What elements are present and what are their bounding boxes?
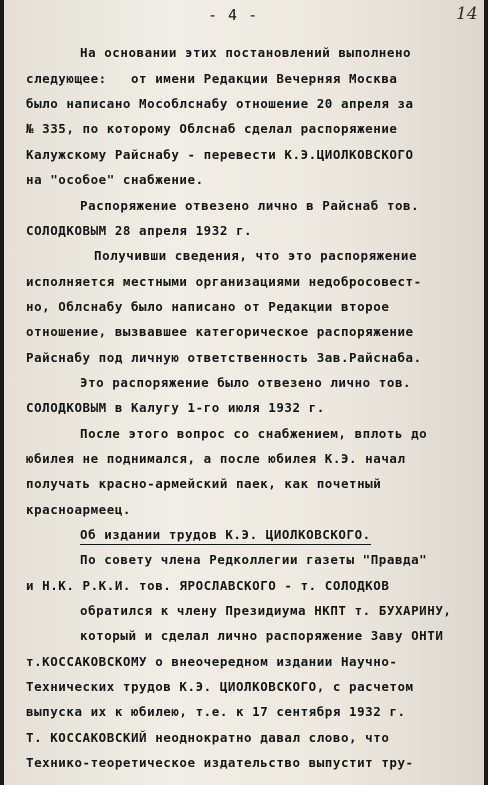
text-line: СОЛОДКОВЫМ в Калугу 1-го июля 1932 г. bbox=[26, 400, 325, 415]
section-heading: Об издании трудов К.Э. ЦИОЛКОВСКОГО. bbox=[80, 526, 371, 545]
text-line: отношение, вызвавшее категорическое распоряжение bbox=[26, 324, 414, 339]
text-line: СОЛОДКОВЫМ 28 апреля 1932 г. bbox=[26, 223, 253, 238]
text-line: № 335, по которому Облснаб сделал распоряжение bbox=[26, 121, 398, 136]
sheet-number: 14 bbox=[456, 4, 478, 24]
text-line: выпуска их к юбилею, т.е. к 17 сентября 1932 г. bbox=[26, 704, 406, 719]
text-line: красноармеец. bbox=[26, 502, 131, 517]
text-line: т.КОССАКОВСКОМУ о внеочередном издании Научно- bbox=[26, 654, 398, 669]
text-line: следующее: от имени Редакции Вечерняя Москва bbox=[26, 71, 398, 86]
text-line: На основании этих постановлений выполнено bbox=[80, 45, 412, 60]
text-line: юбилея не поднимался, а после юбилея К.Э. начал bbox=[26, 451, 406, 466]
text-line: обратился к члену Президиума НКПТ т. БУХАРИНУ, bbox=[80, 603, 452, 618]
text-line: Распоряжение отвезено лично в Райснаб тов. bbox=[80, 198, 420, 213]
text-line: По совету члена Редколлегии газеты "Правда" bbox=[80, 552, 428, 567]
text-line: который и сделал лично распоряжение Заву ОНТИ bbox=[80, 628, 444, 643]
text-line: Калужскому Райснабу - перевести К.Э.ЦИОЛКОВСКОГО bbox=[26, 147, 414, 162]
text-line: Технико-теоретическое издательство выпустит тру- bbox=[26, 755, 414, 770]
text-line: получать красно-армейский паек, как почетный bbox=[26, 476, 382, 491]
text-line: Технических трудов К.Э. ЦИОЛКОВСКОГО, с расчетом bbox=[26, 679, 414, 694]
document-page bbox=[4, 0, 484, 785]
text-line: но, Облснабу было написано от Редакции второе bbox=[26, 299, 390, 314]
text-line: Получивши сведения, что это распоряжение bbox=[94, 248, 418, 263]
text-line: Это распоряжение было отвезено лично тов. bbox=[80, 375, 412, 390]
text-line: Т. КОССАКОВСКИЙ неоднократно давал слово, что bbox=[26, 730, 390, 745]
text-line: и Н.К. Р.К.И. тов. ЯРОСЛАВСКОГО - т. СОЛОДКОВ bbox=[26, 578, 390, 593]
text-line: исполняется местными организациями недобросовест- bbox=[26, 274, 422, 289]
text-line: на "особое" снабжение. bbox=[26, 172, 204, 187]
page-number: - 4 - bbox=[208, 6, 259, 24]
text-line: Райснабу под личную ответственность Зав.Райснаба. bbox=[26, 350, 422, 365]
text-line: было написано Мособлснабу отношение 20 апреля за bbox=[26, 96, 414, 111]
text-line: После этого вопрос со снабжением, вплоть до bbox=[80, 426, 428, 441]
